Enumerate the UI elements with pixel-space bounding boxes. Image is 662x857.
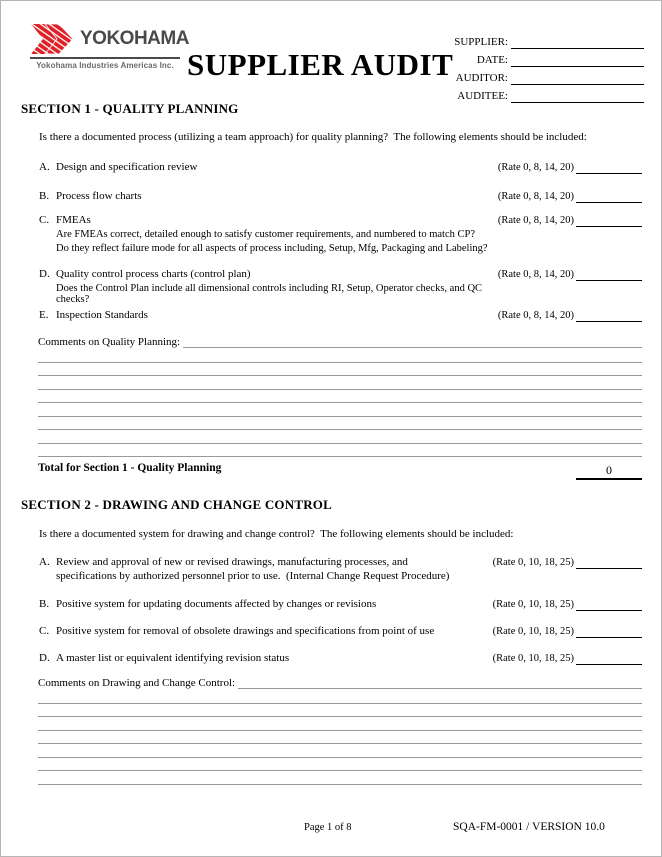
section-1-total-label: Total for Section 1 - Quality Planning [38,462,222,474]
section-2-question: Is there a documented system for drawing and change control? The following elements should be included: [39,528,514,540]
item-letter: B. [39,598,50,610]
date-field-row [440,49,644,67]
audit-item-s2-b [39,598,642,612]
rate-scale-label: (Rate 0, 10, 18, 25) [492,653,574,664]
comment-line[interactable] [38,443,642,444]
section-1-total-value: 0 [576,462,642,480]
section-1-question: Is there a documented process (utilizing a team approach) for quality planning? The following elements should be included: [39,131,587,143]
item-text-continued: specifications by authorized personnel prior to use. (Internal Change Request Procedure) [56,570,450,582]
audit-item-s1-e [39,309,642,323]
item-text: Positive system for removal of obsolete drawings and specifications from point of use [56,625,435,637]
item-letter: E. [39,309,49,321]
item-letter: D. [39,268,50,280]
audit-item-s2-a [39,556,642,570]
item-letter: A. [39,161,50,173]
score-input-line[interactable] [576,624,642,638]
item-text: Process flow charts [56,190,142,202]
auditor-label: AUDITOR: [455,72,508,84]
header-fields [440,31,644,103]
footer-page-number: Page 1 of 8 [304,822,352,833]
item-text: FMEAs [56,214,91,226]
rate-scale-label: (Rate 0, 8, 14, 20) [497,215,574,226]
item-text: A master list or equivalent identifying revision status [56,652,290,664]
brand-subtitle: Yokohama Industries Americas Inc. [36,61,174,70]
item-text: Design and specification review [56,161,198,173]
audit-item-s2-c [39,625,642,639]
item-letter: A. [39,556,50,568]
supplier-label: SUPPLIER: [454,36,508,48]
rate-scale-label: (Rate 0, 10, 18, 25) [492,626,574,637]
rate-scale-label: (Rate 0, 8, 14, 20) [497,191,574,202]
score-input-line[interactable] [576,651,642,665]
comment-line[interactable] [38,743,642,744]
section-1-title: SECTION 1 - QUALITY PLANNING [21,101,239,116]
comment-line[interactable] [38,757,642,758]
item-text: Quality control process charts (control plan) [56,268,251,280]
rate-scale-label: (Rate 0, 8, 14, 20) [497,310,574,321]
audit-item-s1-d [39,268,642,282]
section-2-comments-row [38,676,642,689]
comment-line[interactable] [38,375,642,376]
section-2-title: SECTION 2 - DRAWING AND CHANGE CONTROL [21,497,332,512]
audit-item-s1-a [39,161,642,175]
rate-scale-label: (Rate 0, 8, 14, 20) [497,162,574,173]
comment-line[interactable] [38,770,642,771]
footer-doc-ref: SQA-FM-0001 / VERSION 10.0 [453,821,605,833]
item-note: Does the Control Plan include all dimensional controls including RI, Setup, Operator checks, and QC checks? [56,283,485,305]
audit-item-s2-d [39,652,642,666]
item-note: Are FMEAs correct, detailed enough to satisfy customer requirements, and numbered to match CP? [56,229,476,240]
comment-line[interactable] [38,416,642,417]
score-input-line[interactable] [576,308,642,322]
date-label: DATE: [476,54,508,66]
brand-name: YOKOHAMA [80,28,189,49]
audit-item-s1-c [39,214,642,228]
yokohama-mark-icon [30,22,78,56]
rate-scale-label: (Rate 0, 10, 18, 25) [492,557,574,568]
item-text: Review and approval of new or revised drawings, manufacturing processes, and [56,556,408,568]
item-letter: B. [39,190,50,202]
auditor-input-line[interactable] [511,70,644,85]
comment-line[interactable] [38,389,642,390]
score-input-line[interactable] [576,267,642,281]
score-input-line[interactable] [576,189,642,203]
logo-divider [30,57,180,59]
page-title: SUPPLIER AUDIT [187,47,454,82]
supplier-field-row [440,31,644,49]
comment-line[interactable] [38,784,642,785]
rate-scale-label: (Rate 0, 10, 18, 25) [492,599,574,610]
comment-line[interactable] [38,456,642,457]
comment-line[interactable] [38,703,642,704]
comment-line[interactable] [183,335,642,348]
comment-line[interactable] [38,730,642,731]
comment-line[interactable] [38,716,642,717]
supplier-input-line[interactable] [511,34,644,49]
item-note: Do they reflect failure mode for all aspects of process including, Setup, Mfg, Packaging and Labeling? [56,243,488,254]
comment-line[interactable] [38,402,642,403]
item-text: Inspection Standards [56,309,148,321]
item-letter: C. [39,214,50,226]
auditee-label: AUDITEE: [457,90,508,102]
comment-line[interactable] [238,676,642,689]
score-input-line[interactable] [576,555,642,569]
rate-scale-label: (Rate 0, 8, 14, 20) [497,269,574,280]
item-letter: C. [39,625,50,637]
section-1-comments-label: Comments on Quality Planning: [38,336,181,348]
auditee-field-row [440,85,644,103]
date-input-line[interactable] [511,52,644,67]
item-letter: D. [39,652,50,664]
score-input-line[interactable] [576,160,642,174]
audit-item-s1-b [39,190,642,204]
score-input-line[interactable] [576,597,642,611]
section-1-comments-row [38,335,642,348]
score-input-line[interactable] [576,213,642,227]
company-logo [30,22,189,70]
item-text: Positive system for updating documents affected by changes or revisions [56,598,377,610]
auditor-field-row [440,67,644,85]
comment-line[interactable] [38,429,642,430]
comment-line[interactable] [38,362,642,363]
section-2-comments-label: Comments on Drawing and Change Control: [38,677,236,689]
auditee-input-line[interactable] [511,88,644,103]
